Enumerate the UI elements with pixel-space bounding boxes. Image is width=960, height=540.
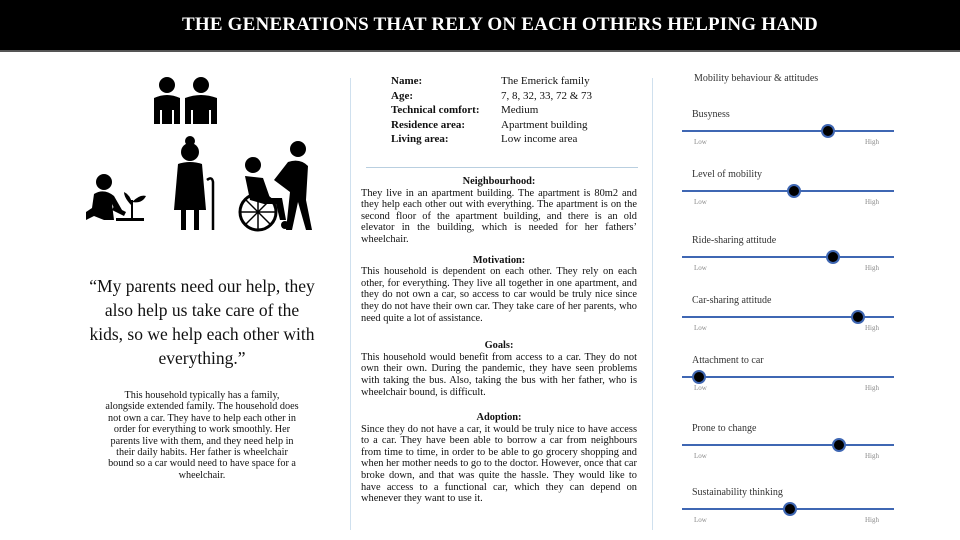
slider-label: Ride-sharing attitude — [692, 235, 777, 246]
family-icons — [80, 70, 320, 240]
section-text: Since they do not have a car, it would be truly nice to have access to a car. They have been able to borrow a car from neighbours from time to time, in order to be able to go grocery shopping and when her mother needs to go to the doctor. However, once that car broke down, and that was quite the hassle. They would like to have access to a functional car, which they can depend on whenever they want to use it. — [361, 423, 637, 505]
slider-low-label: Low — [694, 324, 707, 332]
story-section-neighbourhood — [361, 176, 637, 246]
profile-value: The Emerick family — [501, 75, 590, 87]
mobility-slider — [682, 235, 894, 281]
section-text: They live in an apartment building. The apartment is 80m2 and they help each other out with everything. The apartment is on the second floor of the apartment building, and there is an old elevator in the building, which is needed for her fathers’ wheelchair. — [361, 187, 637, 245]
slider-knob — [783, 502, 797, 516]
section-heading: Adoption: — [476, 412, 522, 424]
mobility-slider — [682, 109, 894, 155]
slider-label: Attachment to car — [692, 355, 764, 366]
slider-track — [682, 444, 894, 446]
slider-track — [682, 376, 894, 378]
mobility-slider — [682, 295, 894, 341]
mobility-slider — [682, 487, 894, 533]
slider-knob — [692, 370, 706, 384]
profile-row — [391, 89, 592, 104]
slider-low-label: Low — [694, 516, 707, 524]
profile-key: Residence area: — [391, 118, 466, 131]
slider-low-label: Low — [694, 384, 707, 392]
slider-knob — [826, 250, 840, 264]
profile-table — [391, 74, 592, 147]
section-heading: Motivation: — [472, 254, 526, 266]
slider-label: Level of mobility — [692, 169, 762, 180]
wheelchair-assist-icon — [240, 141, 312, 230]
slider-low-label: Low — [694, 452, 707, 460]
parents-couple-icon — [154, 77, 217, 124]
story-section-adoption — [361, 412, 637, 505]
profile-row — [391, 132, 592, 147]
slider-label: Sustainability thinking — [692, 487, 783, 498]
mobility-title: Mobility behaviour & attitudes — [694, 73, 819, 84]
section-text: This household is dependent on each other. They rely on each other, for everything. They live all together in one apartment, and they do not own a car, so access to car would be truly nice since they do not have their own car. They take care of her parents, who need quite a lot of assistance. — [361, 266, 637, 324]
profile-key: Name: — [391, 75, 423, 87]
slider-knob — [832, 438, 846, 452]
slider-label: Car-sharing attitude — [692, 295, 772, 306]
profile-row — [391, 118, 592, 133]
child-planting-icon — [86, 174, 146, 221]
household-summary: This household typically has a family, alongside extended family. The household does not own a car. They have to help each other in order for everything to work smoothly. Her parents live with them, and they need help in their daily habits. Her father is wheelchair bound so a car would need to have space for a wheelchair. — [105, 390, 299, 481]
slider-low-label: Low — [694, 198, 707, 206]
section-heading: Neighbourhood: — [462, 176, 536, 187]
mobility-slider — [682, 423, 894, 469]
section-text: This household would benefit from access to a car. They do not own their own. During the pandemic, they have seen problems with taking the bus. Also, taking the bus with her father, who is wheelchair bound, is difficult. — [361, 351, 637, 398]
profile-key: Living area: — [391, 133, 449, 145]
profile-value: Apartment building — [501, 118, 588, 131]
slider-knob — [787, 184, 801, 198]
page-title: THE GENERATIONS THAT RELY ON EACH OTHERS HELPING HAND — [182, 14, 818, 35]
grandmother-with-cane-icon — [174, 136, 213, 230]
slider-high-label: High — [865, 324, 879, 332]
profile-divider — [366, 167, 638, 168]
profile-key: Age: — [391, 89, 413, 102]
right-column-divider — [652, 78, 653, 530]
story-section-motivation — [361, 255, 637, 325]
profile-value: 7, 8, 32, 33, 72 & 73 — [501, 89, 593, 102]
profile-value: Medium — [501, 104, 539, 116]
slider-knob — [851, 310, 865, 324]
slider-high-label: High — [865, 198, 879, 206]
story-section-goals — [361, 340, 637, 398]
slider-high-label: High — [865, 384, 879, 392]
profile-value: Low income area — [501, 133, 578, 145]
slider-low-label: Low — [694, 138, 707, 146]
slider-track — [682, 130, 894, 132]
slider-track — [682, 256, 894, 258]
section-heading: Goals: — [484, 340, 514, 352]
slider-high-label: High — [865, 516, 879, 524]
slider-high-label: High — [865, 138, 879, 146]
profile-row — [391, 103, 592, 118]
mobility-slider — [682, 169, 894, 215]
profile-row — [391, 74, 592, 89]
slider-high-label: High — [865, 264, 879, 272]
family-quote: “My parents need our help, they also help us take care of the kids, so we help each other with everything.” — [89, 276, 315, 368]
left-column-divider — [350, 78, 351, 530]
slider-low-label: Low — [694, 264, 707, 272]
mobility-slider — [682, 355, 894, 401]
slider-label: Prone to change — [692, 423, 757, 434]
story-column — [361, 176, 637, 514]
slider-knob — [821, 124, 835, 138]
title-banner — [0, 0, 960, 52]
slider-high-label: High — [865, 452, 879, 460]
profile-key: Technical comfort: — [391, 104, 480, 116]
slider-label: Busyness — [692, 109, 730, 120]
